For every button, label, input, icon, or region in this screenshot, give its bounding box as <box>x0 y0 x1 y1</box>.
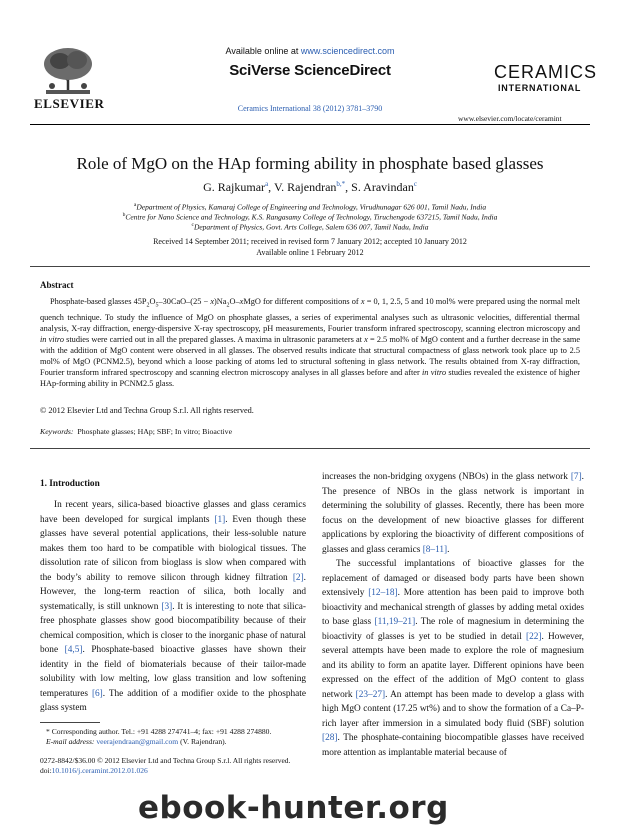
author-name: G. Rajkumar <box>203 180 266 194</box>
affiliation: $^c$Department of Physics, Govt. Arts College, Salem 636 007, Tamil Nadu, India <box>191 222 429 232</box>
issn-line: 0272-8842/$36.00 © 2012 Elsevier Ltd and Techna Group S.r.l. All rights reserved. <box>40 756 291 765</box>
doi-link[interactable]: 10.1016/j.ceramint.2012.01.026 <box>51 766 148 775</box>
keywords-line <box>40 427 232 436</box>
ref-link[interactable]: [2] <box>292 572 304 583</box>
header-rule <box>30 124 590 125</box>
author-name: V. Rajendran <box>273 180 337 194</box>
journal-name-line1: CERAMICS <box>494 62 598 82</box>
author-affil-mark[interactable]: c <box>413 180 417 188</box>
abstract-body: Phosphate-based glasses $45P_2O_5-30CaO-(25$ − $x)Na_2O$–xMgO for different compositions of x = 0, 1, 2.5, 5 and 10 mol% were prepared using the normal melt quench technique. To study the influence of MgO on phosphate glasses, a series of experimental analyses such as ultrasonic velocities, differential thermal analysis, X-ray diffraction, energy-dispersive X-ray spectroscopy, pH measurements, Fourier transform infrared spectroscopy, scanning electron microscopy and in vitro studies were carried out in all the prepared glasses. A maxima in ultrasonic parameters at x = 2.5 mol% of MgO content and a further decrease in the same with the addition of MgO content were observed in all glasses. The observed results indicate that structural compactness of glass network took place up to 2.5 mol% of MgO (PCNM2.5), beyond which a loose packing of atoms led to structural softening in glass network. The results obtained from X-ray diffraction, Fourier transform infrared spectroscopy and scanning electron microscopy analyses in all glasses before and after in vitro studies revealed the existence of higher HAp-forming ability in PCNM2.5 glass. <box>40 297 581 389</box>
ref-link[interactable]: [12–18] <box>368 588 398 598</box>
author-affil-mark[interactable]: a <box>265 180 269 188</box>
affiliation: $^a$Department of Physics, Kamaraj College of Engineering and Technology, Virudhunagar 626 001, Tamil Nadu, India <box>133 202 487 212</box>
sciencedirect-link[interactable]: www.sciencedirect.com <box>300 46 395 56</box>
author-name: S. Aravindan <box>351 180 414 194</box>
email-link[interactable]: veerajendraan@gmail.com <box>96 737 179 746</box>
corresponding-author: * Corresponding author. Tel.: +91 4288 274741–4; fax: +91 4288 274880. <box>46 727 272 736</box>
intro-heading: 1. Introduction <box>40 479 100 489</box>
ref-link[interactable]: [23–27] <box>355 689 386 700</box>
received-dates: Received 14 September 2011; received in revised form 7 January 2012; accepted 10 January 2012 <box>153 237 467 246</box>
available-online <box>200 46 420 56</box>
available-prefix: Available online at <box>225 46 301 56</box>
footnote-rule <box>40 722 100 723</box>
ref-link[interactable]: [3] <box>161 601 173 612</box>
author-list: G. Rajkumar$^a$, V. Rajendran$^{b,*}$, S. Aravindan$^c$ <box>203 180 417 194</box>
journal-url: www.elsevier.com/locate/ceramint <box>458 114 562 123</box>
email-suffix: (V. Rajendran). <box>180 737 227 746</box>
footnote <box>46 727 308 747</box>
keywords-label: Keywords: <box>40 427 74 436</box>
watermark: ebook-hunter.org <box>138 790 449 826</box>
email-line <box>46 737 308 747</box>
ref-link[interactable]: [1] <box>214 514 226 525</box>
abstract-heading: Abstract <box>40 280 74 290</box>
affiliation: $^b$Centre for Nano Science and Technology, K.S. Rangasamy College of Technology, Tiruchengode 637215, Tamil Nadu, India <box>122 212 498 222</box>
doi-line <box>40 766 360 776</box>
article-title: Role of MgO on the HAp forming ability in phosphate based glasses <box>76 154 544 173</box>
ref-link[interactable]: [6] <box>91 688 103 699</box>
ref-link[interactable]: [28] <box>322 733 338 743</box>
keywords-values: Phosphate glasses; HAp; SBF; In vitro; Bioactive <box>77 427 233 436</box>
body-rule <box>30 448 590 449</box>
publisher-name: ELSEVIER <box>34 96 105 111</box>
copyright-line: © 2012 Elsevier Ltd and Techna Group S.r.l. All rights reserved. <box>40 406 254 415</box>
ref-link[interactable]: [22] <box>525 631 542 642</box>
online-date: Available online 1 February 2012 <box>256 248 364 257</box>
ref-link[interactable]: [4,5] <box>64 645 83 655</box>
intro-left-column: In recent years, silica-based bioactive glasses and glass ceramics have been developed for surgical implants [1]. Even though these glasses have several potential applications, their less-soluble nature makes them too hard to be compatible with biological tissues. The dissolution rate of silicon from bioglass is slow when compared with the body’s ability to remove silicon through kidney filtration [2]. However, the long-term reaction of silica, both locally and systematically, is still unknown [3]. It is interesting to note that silica-free phosphate glasses show good biocompatibility because of their chemical composition, which is closer to the inorganic phase of natural bone [4,5]. Phosphate-based bioactive glasses have shown their identity in the field of biomaterials because of their tailor-made solubility with low melting, low glass transition and low softening temperatures [6]. The addition of a modifier oxide to the phosphate glass system <box>40 500 306 713</box>
email-label: E-mail address: <box>46 737 95 746</box>
abstract-rule <box>30 266 590 267</box>
elsevier-tree-logo <box>40 46 96 96</box>
ref-link[interactable]: [7] <box>570 472 582 482</box>
bottom-info <box>40 756 360 776</box>
ref-link[interactable]: [8–11] <box>422 544 448 555</box>
journal-name-line2: INTERNATIONAL <box>498 83 582 93</box>
intro-right-column: increases the non-bridging oxygens (NBOs) in the glass network [7]. The presence of NBOs in the glass network is important in determining the solubility of glasses. Recently, there has been more focus on the development of new bioactive glasses for different applications by exploring the bioactivity of different compositions of glasses and glass ceramics [8–11]. The successful implantations of bioactive glasses for the replacement of damaged or diseased body parts have been shown extensively [12–18]. More attention has been paid to improve both bioactivity and mechanical strength of glasses by adding metal oxides to base glass [11,19–21]. The role of magnesium in determining the bioactivity of glasses is yet to be studied in detail [22]. However, several attempts have been made to explore the role of magnesium and its ability to form an apatite layer. Different opinions have been expressed on the effect of the addition of MgO content to glass network [23–27]. An attempt has been made to develop a glass with high MgO content (17.25 wt%) and to show the formation of a Ca–P-rich layer after immersion in a simulated body fluid (SBF) solution [28]. The phosphate-containing biocompatible glasses have received more attention as implantable material because of <box>322 472 584 758</box>
platform-name: SciVerse ScienceDirect <box>229 62 391 79</box>
author-affil-mark[interactable]: b,* <box>336 180 346 188</box>
doi-label: doi: <box>40 766 52 775</box>
ref-link[interactable]: [11,19–21] <box>374 617 416 627</box>
journal-citation[interactable]: Ceramics International 38 (2012) 3781–3790 <box>237 104 383 113</box>
